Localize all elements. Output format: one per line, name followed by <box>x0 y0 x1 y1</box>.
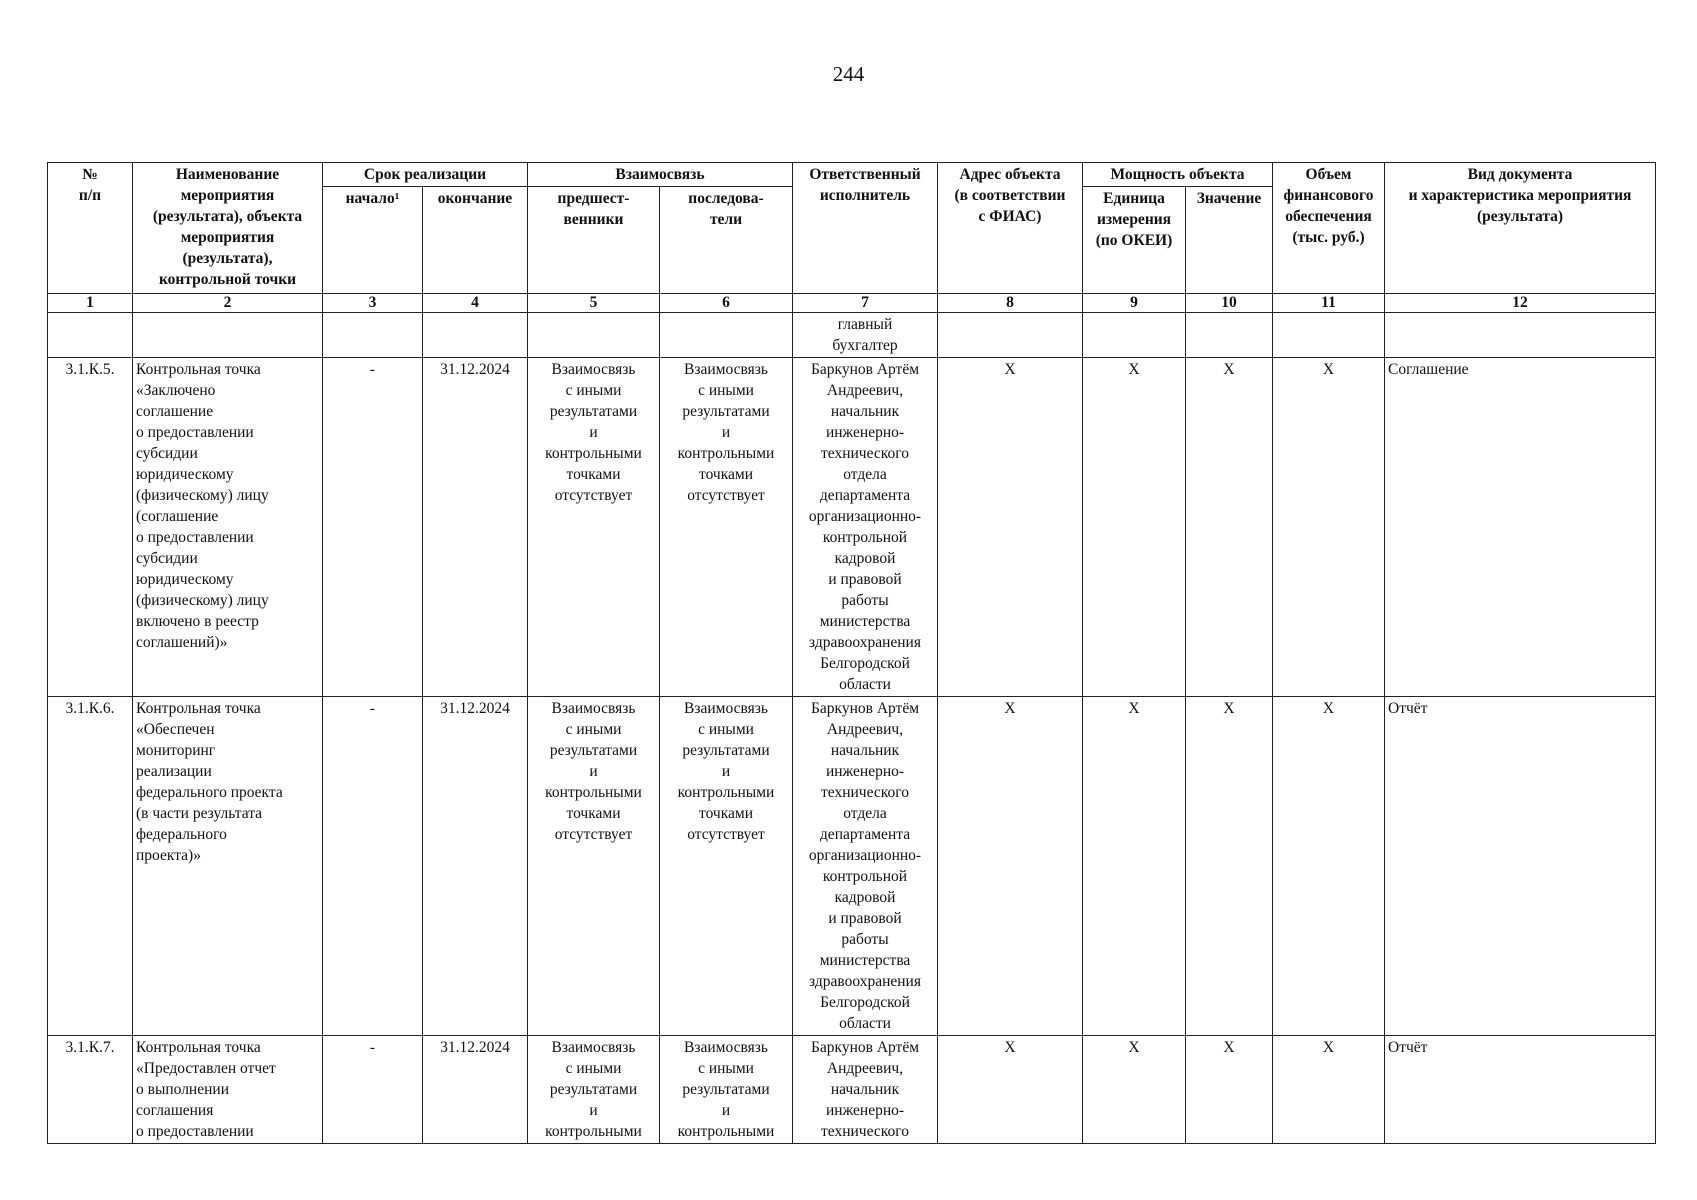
row-value: X <box>1186 697 1273 1036</box>
row-unit: X <box>1083 1036 1186 1144</box>
header-term-group: Срок реализации <box>323 163 528 187</box>
column-number: 9 <box>1083 294 1186 313</box>
row-successors: Взаимосвязь с иными результатами и контрольными точками отсутствует <box>660 358 793 697</box>
empty-cell <box>1273 313 1385 358</box>
header-no: № п/п <box>48 163 133 294</box>
row-successors: Взаимосвязь с иными результатами и контрольными <box>660 1036 793 1144</box>
column-number-row <box>48 294 1656 313</box>
row-responsible: Баркунов Артём Андреевич, начальник инженерно- технического <box>793 1036 938 1144</box>
row-document: Соглашение <box>1385 358 1656 697</box>
empty-cell <box>323 313 423 358</box>
column-number: 4 <box>423 294 528 313</box>
row-value: X <box>1186 1036 1273 1144</box>
empty-cell <box>660 313 793 358</box>
header-address: Адрес объекта (в соответствии с ФИАС) <box>938 163 1083 294</box>
empty-cell <box>423 313 528 358</box>
header-start: начало¹ <box>323 187 423 294</box>
row-id: 3.1.К.6. <box>48 697 133 1036</box>
row-value: X <box>1186 358 1273 697</box>
continuation-responsible: главный бухгалтер <box>793 313 938 358</box>
row-id: 3.1.К.7. <box>48 1036 133 1144</box>
header-power-group: Мощность объекта <box>1083 163 1273 187</box>
table-row <box>48 697 1656 1036</box>
row-finance: X <box>1273 358 1385 697</box>
row-start: - <box>323 697 423 1036</box>
row-end: 31.12.2024 <box>423 697 528 1036</box>
empty-cell <box>1186 313 1273 358</box>
row-address: X <box>938 358 1083 697</box>
row-predecessors: Взаимосвязь с иными результатами и контрольными точками отсутствует <box>528 358 660 697</box>
empty-cell <box>133 313 323 358</box>
row-unit: X <box>1083 697 1186 1036</box>
header-link-group: Взаимосвязь <box>528 163 793 187</box>
row-address: X <box>938 697 1083 1036</box>
row-name: Контрольная точка «Заключено соглашение о предоставлении субсидии юридическому (физическому) лицу (соглашение о предоставлении субсидии юридическому (физическому) лицу включено в реестр соглашений)» <box>133 358 323 697</box>
header-unit: Единица измерения (по ОКЕИ) <box>1083 187 1186 294</box>
header-responsible: Ответственный исполнитель <box>793 163 938 294</box>
row-document: Отчёт <box>1385 1036 1656 1144</box>
row-start: - <box>323 358 423 697</box>
row-successors: Взаимосвязь с иными результатами и контрольными точками отсутствует <box>660 697 793 1036</box>
row-address: X <box>938 1036 1083 1144</box>
row-predecessors: Взаимосвязь с иными результатами и контрольными точками отсутствует <box>528 697 660 1036</box>
activities-table <box>47 162 1656 1144</box>
table-row <box>48 358 1656 697</box>
column-number: 10 <box>1186 294 1273 313</box>
header-end: окончание <box>423 187 528 294</box>
continuation-row <box>48 313 1656 358</box>
table-row <box>48 1036 1656 1144</box>
empty-cell <box>1083 313 1186 358</box>
row-start: - <box>323 1036 423 1144</box>
header-predecessors: предшест- венники <box>528 187 660 294</box>
row-predecessors: Взаимосвязь с иными результатами и контрольными <box>528 1036 660 1144</box>
row-id: 3.1.К.5. <box>48 358 133 697</box>
header-name: Наименование мероприятия (результата), объекта мероприятия (результата), контрольной точки <box>133 163 323 294</box>
row-responsible: Баркунов Артём Андреевич, начальник инженерно- технического отдела департамента организационно- контрольной кадровой и правовой работы министерства здравоохранения Белгородской области <box>793 697 938 1036</box>
column-number: 11 <box>1273 294 1385 313</box>
row-unit: X <box>1083 358 1186 697</box>
column-number: 7 <box>793 294 938 313</box>
column-number: 1 <box>48 294 133 313</box>
row-finance: X <box>1273 697 1385 1036</box>
row-responsible: Баркунов Артём Андреевич, начальник инженерно- технического отдела департамента организационно- контрольной кадровой и правовой работы министерства здравоохранения Белгородской области <box>793 358 938 697</box>
row-name: Контрольная точка «Обеспечен мониторинг реализации федерального проекта (в части результата федерального проекта)» <box>133 697 323 1036</box>
row-name: Контрольная точка «Предоставлен отчет о выполнении соглашения о предоставлении <box>133 1036 323 1144</box>
column-number: 2 <box>133 294 323 313</box>
empty-cell <box>48 313 133 358</box>
empty-cell <box>1385 313 1656 358</box>
header-document: Вид документа и характеристика мероприятия (результата) <box>1385 163 1656 294</box>
empty-cell <box>528 313 660 358</box>
header-value: Значение <box>1186 187 1273 294</box>
empty-cell <box>938 313 1083 358</box>
header-finance: Объем финансового обеспечения (тыс. руб.) <box>1273 163 1385 294</box>
row-document: Отчёт <box>1385 697 1656 1036</box>
column-number: 8 <box>938 294 1083 313</box>
column-number: 6 <box>660 294 793 313</box>
column-number: 12 <box>1385 294 1656 313</box>
column-number: 5 <box>528 294 660 313</box>
row-end: 31.12.2024 <box>423 358 528 697</box>
page-number: 244 <box>832 62 865 86</box>
row-finance: X <box>1273 1036 1385 1144</box>
column-number: 3 <box>323 294 423 313</box>
header-row-1 <box>48 163 1656 187</box>
row-end: 31.12.2024 <box>423 1036 528 1144</box>
header-successors: последова- тели <box>660 187 793 294</box>
